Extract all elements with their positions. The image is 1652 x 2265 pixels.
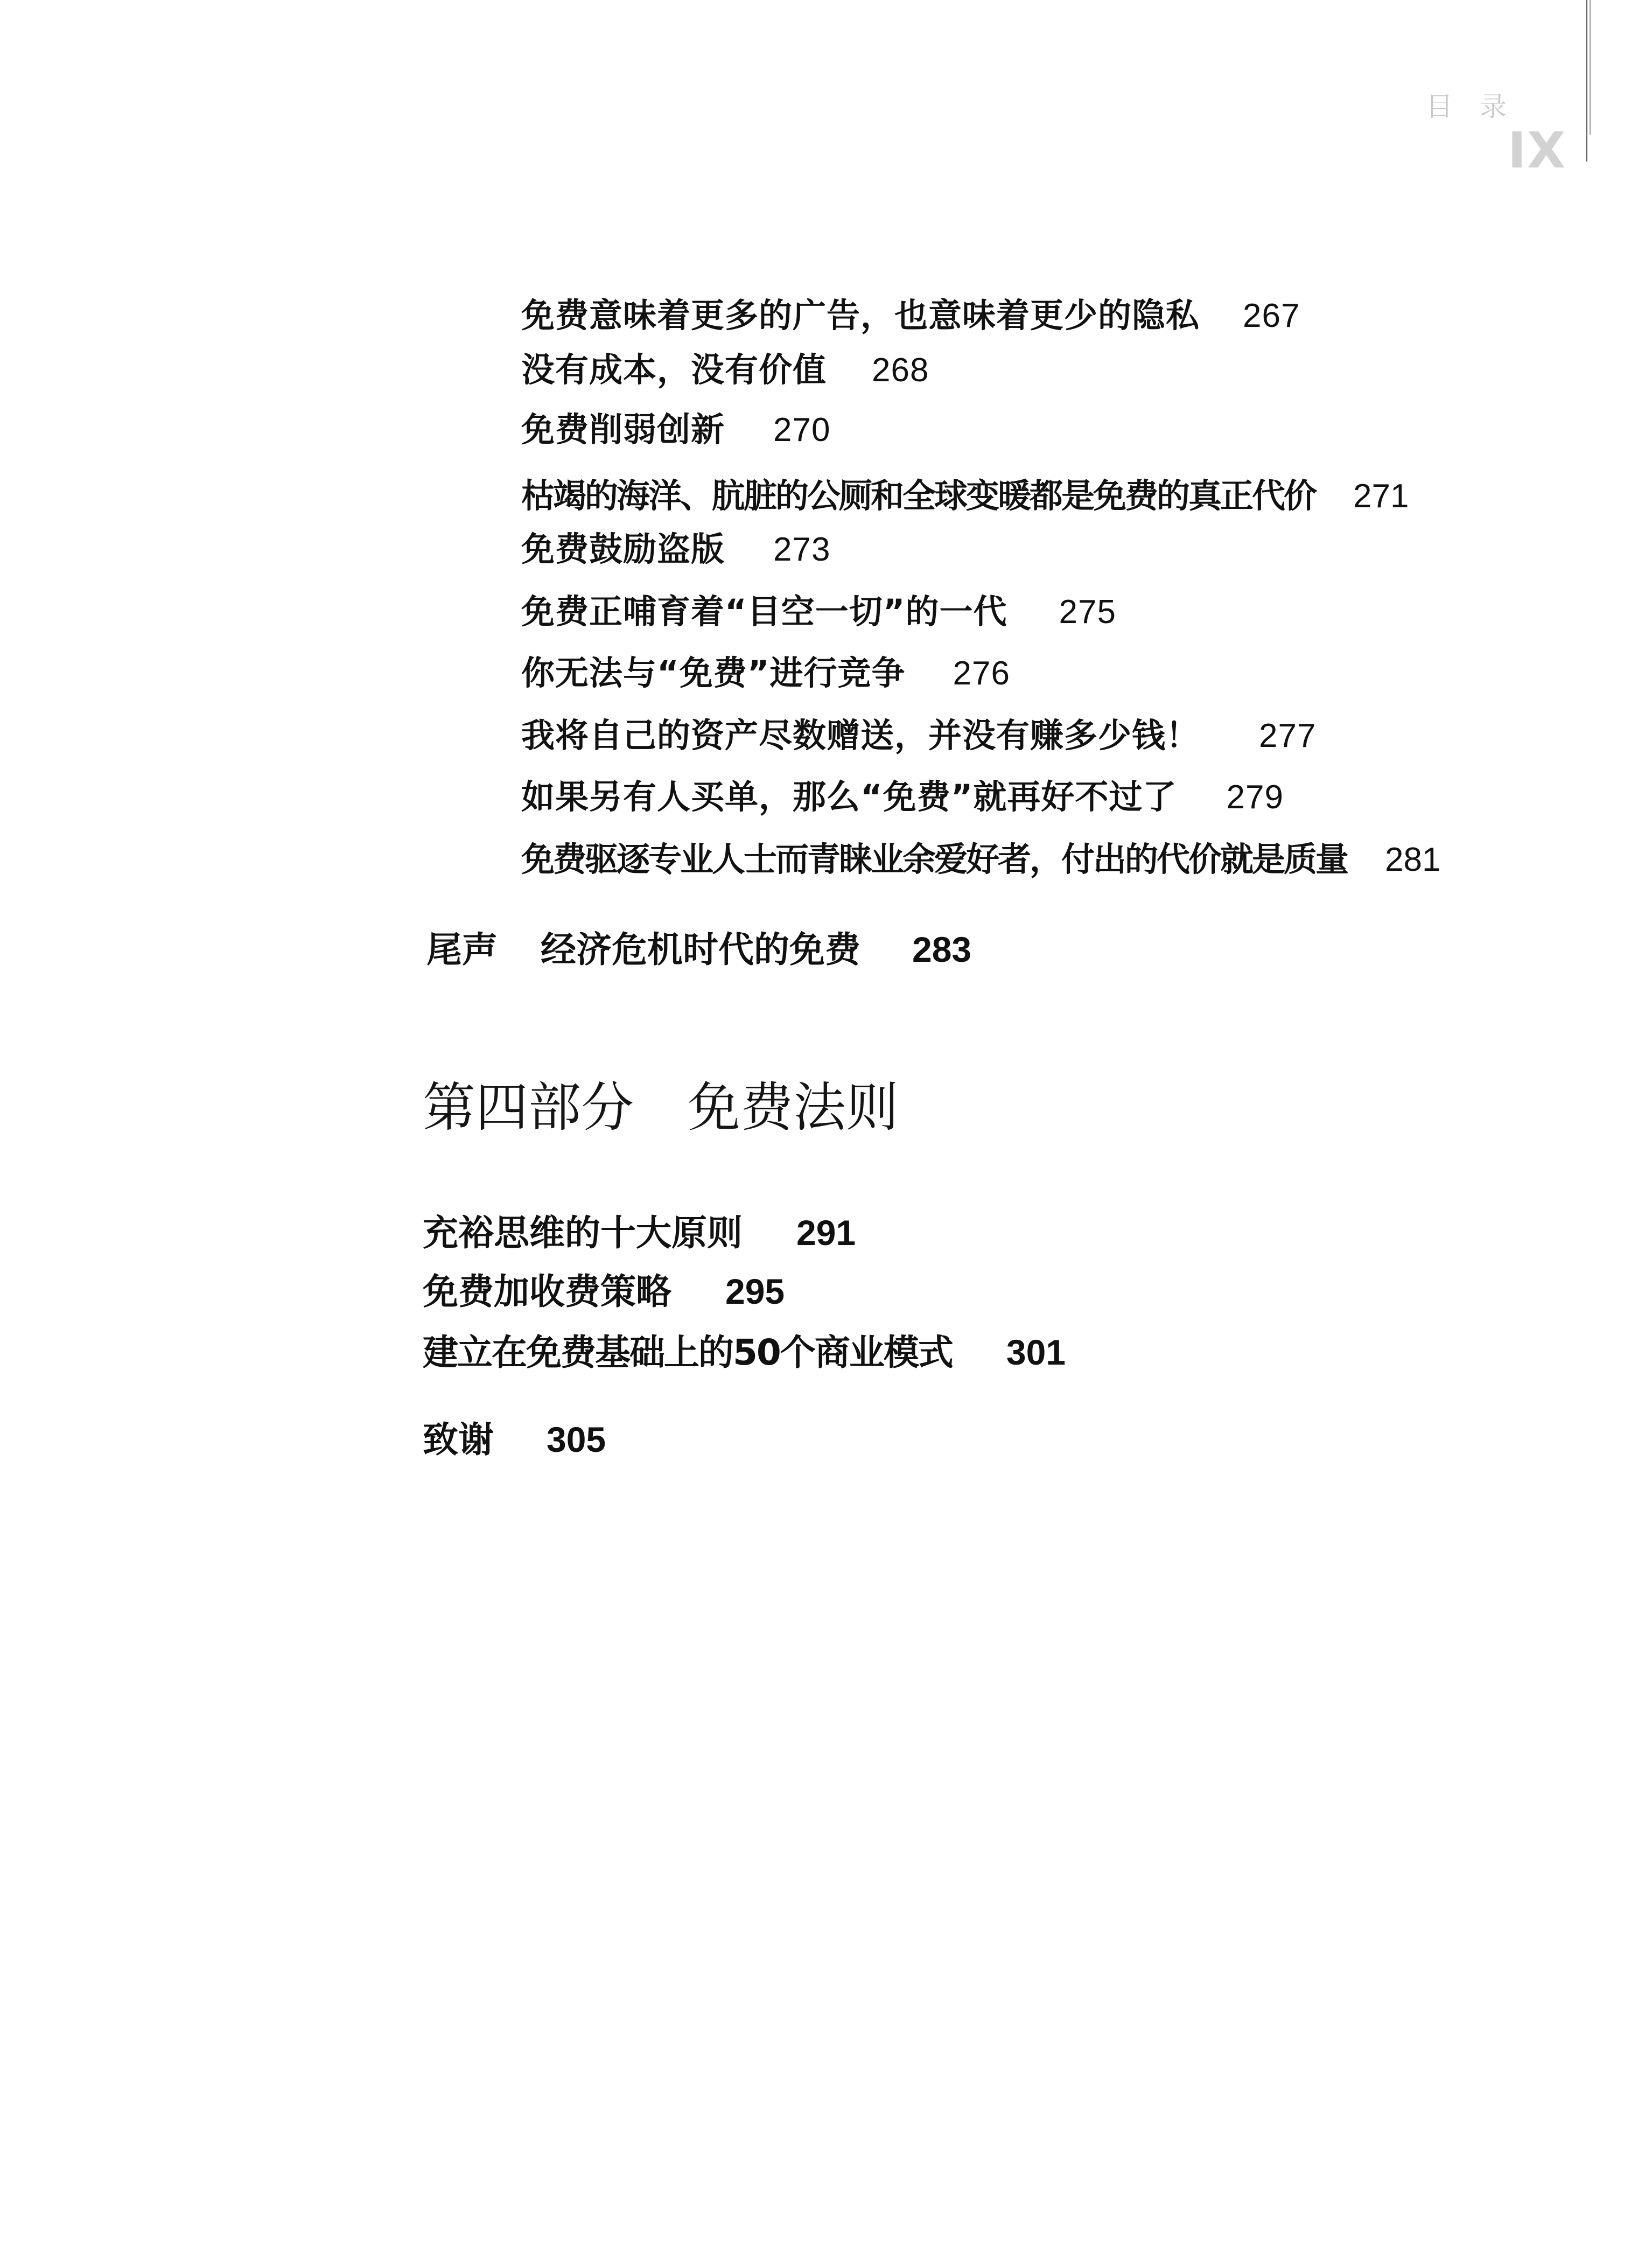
toc-entry-page: 275 (1059, 593, 1116, 631)
part-four-title: 免费法则 (688, 1077, 899, 1138)
binding-edge-line (1586, 0, 1587, 162)
toc-entry-page: 273 (773, 531, 831, 568)
toc-entry (521, 522, 830, 570)
toc-entry-page: 270 (773, 411, 831, 449)
toc-entry-title: 免费驱逐专业人士而青睐业余爱好者，付出的代价就是质量 (521, 840, 1348, 879)
toc-entry-title: 如果另有人买单，那么“免费”就再好不过了 (521, 777, 1177, 816)
toc-entry-title: 充裕思维的十大原则 (423, 1212, 743, 1254)
toc-acknowledgements (423, 1411, 606, 1462)
running-header-label: 目录 (1426, 91, 1534, 122)
toc-entry-title: 免费削弱创新 (521, 410, 725, 449)
toc-entry (521, 709, 1316, 757)
toc-entry-title: 你无法与“免费”进行竞争 (521, 653, 906, 693)
part-four-heading (423, 1065, 899, 1141)
toc-entry-page: 295 (725, 1271, 785, 1311)
toc-entry-title: 免费鼓励盗版 (521, 529, 725, 569)
acknowledgements-page: 305 (547, 1420, 606, 1459)
toc-entry (521, 403, 830, 451)
toc-entry-title: 没有成本，没有价值 (521, 350, 827, 389)
toc-entry (423, 1263, 785, 1314)
toc-entry-page: 267 (1243, 297, 1300, 334)
toc-entry (423, 1324, 1066, 1375)
toc-entry-title: 我将自己的资产尽数赠送，并没有赚多少钱！ (521, 716, 1200, 755)
toc-entry (521, 585, 1116, 633)
toc-entry (521, 833, 1440, 880)
toc-entry-page: 268 (872, 352, 929, 389)
toc-entry-page: 279 (1226, 779, 1284, 816)
binding-edge-line-secondary (1590, 0, 1591, 135)
toc-entry-title: 免费加收费策略 (423, 1271, 671, 1312)
toc-entry-title: 建立在免费基础上的50个商业模式 (423, 1332, 953, 1373)
toc-entry (521, 770, 1284, 818)
toc-entry-title: 免费意味着更多的广告，也意味着更少的隐私 (521, 296, 1200, 335)
toc-entry-page: 271 (1353, 478, 1409, 515)
toc-entry-page: 291 (796, 1213, 856, 1253)
epilogue-title: 经济危机时代的免费 (541, 929, 860, 970)
toc-entry-page: 281 (1385, 841, 1441, 878)
epilogue-page: 283 (912, 929, 972, 969)
toc-epilogue (426, 921, 971, 972)
toc-entry (423, 1204, 856, 1255)
toc-entry (521, 646, 1010, 694)
toc-entry-page: 277 (1259, 717, 1317, 754)
toc-entry-page: 301 (1006, 1332, 1066, 1372)
toc-entry (521, 343, 929, 391)
toc-entry (521, 289, 1300, 337)
acknowledgements-title: 致谢 (423, 1419, 494, 1460)
epilogue-label: 尾声 (426, 929, 498, 970)
toc-entry-title: 免费正哺育着“目空一切”的一代 (521, 592, 1007, 631)
toc-entry-page: 276 (953, 655, 1010, 692)
page-number: IX (1508, 122, 1567, 179)
toc-entry (521, 469, 1409, 517)
toc-entry-title: 枯竭的海洋、肮脏的公厕和全球变暖都是免费的真正代价 (521, 476, 1316, 515)
part-four-label: 第四部分 (423, 1077, 634, 1138)
